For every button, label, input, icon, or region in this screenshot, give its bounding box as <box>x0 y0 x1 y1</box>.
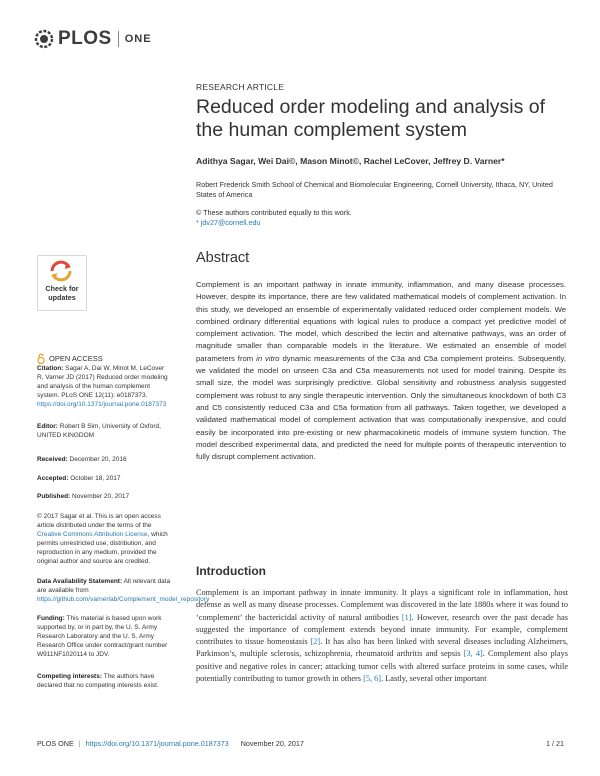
page-number: 1 / 21 <box>546 739 564 748</box>
article-type: RESEARCH ARTICLE <box>196 82 285 92</box>
abstract-body <box>196 279 566 463</box>
abstract-text-b: dynamic measurements of the C3a and C5a complement proteins. Subsequently, we validated the model on unseen C3a and C5a measurements not used for model training. Despite its small size, the model was surprisingly predictive. Global sensitivity and robustness analysis suggested complement was robust to any single therapeutic intervention. Only the simultaneous knockdown of both C3 and C5 consistently reduced C3a and C5a formation from all pathways. Taken together, we developed a validated mathematical model of complement activation that was computationally inexpensive, and could easily be incorporated into pre-existing or new pharmacokinetic models of immune system function. The model described experimental data, and predicted the need for multiple points of therapeutic intervention to fully disrupt complement activation. <box>196 353 566 462</box>
reference-link[interactable]: [2] <box>310 637 321 647</box>
journal-logo[interactable] <box>33 28 152 50</box>
logo-divider <box>118 31 119 47</box>
accepted-block <box>37 475 172 484</box>
abstract-heading: Abstract <box>196 250 250 266</box>
author-notes <box>196 208 566 228</box>
open-access-label <box>37 353 103 364</box>
received-label: Received: <box>37 456 68 463</box>
footer-doi-link[interactable]: https://doi.org/10.1371/journal.pone.0187373 <box>85 739 229 748</box>
published-block <box>37 493 172 502</box>
funding-block <box>37 615 172 660</box>
competing-interests-text: The authors have declared that no competing interests exist. <box>37 673 159 689</box>
data-availability-text: All relevant data are available from <box>37 578 171 594</box>
logo-wordmark: PLOS <box>58 28 112 49</box>
logo-journal-name: ONE <box>124 33 152 45</box>
received-date: December 20, 2016 <box>69 456 127 463</box>
competing-interests-label: Competing interests: <box>37 673 103 680</box>
check-updates-label <box>38 285 86 302</box>
funding-text: This material is based upon work supported by, or in part by, the U. S. Army Research Laboratory and the U. S. Army Research Office under contract/grant number W911NF1020114 to JDV. <box>37 615 168 658</box>
intro-text-2: . However, research over the past decade has suggested the importance of complement extends beyond innate immunity. For example, complement contributes to tissue homeostasis <box>196 612 568 647</box>
footer-separator <box>234 739 236 748</box>
check-updates-line1: Check for <box>45 284 79 293</box>
funding-label: Funding: <box>37 615 65 622</box>
footer-journal: PLOS ONE <box>37 739 74 748</box>
introduction-body <box>196 587 568 685</box>
reference-link[interactable]: [3, 4] <box>463 649 483 659</box>
citation-doi-link[interactable]: https://doi.org/10.1371/journal.pone.0187373 <box>37 400 167 408</box>
open-lock-icon <box>37 353 45 364</box>
competing-interests-block <box>37 673 172 691</box>
license-link[interactable]: Creative Commons Attribution License <box>37 530 148 538</box>
citation-label: Citation: <box>37 365 64 372</box>
intro-text-3: . It has also has been linked with several diseases including Alzheimers, Parkinson’s, multiple sclerosis, schizophrenia, rheumatoid arthritis and sepsis <box>196 637 569 659</box>
published-date: November 20, 2017 <box>72 493 130 500</box>
copyright-text-b: , which permits unrestricted use, distribution, and reproduction in any medium, provided the original author and source are credited. <box>37 530 168 565</box>
corresponding-email[interactable]: * jdv27@cornell.edu <box>196 218 261 227</box>
data-repository-link[interactable]: https://github.com/varnerlab/Complement_model_repository <box>37 595 210 603</box>
citation-text: Sagar A, Dai W, Minot M, LeCover R, Varner JD (2017) Reduced order modeling and analysis of the human complement system. PLoS ONE 12(11): e0187373. <box>37 365 168 399</box>
intro-text-4: . Complement also plays positive and negative roles in cancer; attacking tumor cells with altered surface proteins in some cases, while potentially contributing to tumor growth in others <box>196 649 568 684</box>
footer-separator: | <box>78 739 81 748</box>
editor-block <box>37 423 172 441</box>
copyright-text-a: © 2017 Sagar et al. This is an open access article distributed under the terms of the <box>37 513 161 529</box>
data-availability-block <box>37 578 210 605</box>
citation-block <box>37 365 172 410</box>
plos-logo-icon <box>33 28 55 50</box>
intro-text-1: Complement is an important pathway in innate immunity. It plays a significant role in inflammation, host defense as well as many disease processes. Complement was discovered in the late 1880s where it was found to ‘complement’ the bactericidal activity of natural antibodies <box>196 588 568 622</box>
intro-text-5: . Lastly, several other important <box>381 674 487 684</box>
check-updates-line2: updates <box>48 292 76 302</box>
article-title: Reduced order modeling and analysis of the human complement system <box>196 96 546 141</box>
check-for-updates-badge[interactable] <box>37 255 87 311</box>
author-list: Adithya Sagar, Wei Dai©, Mason Minot©, Rachel LeCover, Jeffrey D. Varner* <box>196 156 505 166</box>
introduction-heading: Introduction <box>196 564 266 578</box>
abstract-text-a: Complement is an important pathway in innate immunity, inflammation, and many disease processes. However, despite its importance, there are few validated mathematical models of complement activation. In this study, we developed an ensemble of experimentally validated reduced order complement models. We combined ordinary differential equations with logical rules to produce a compact yet predictive model of complement activation. The model, which described the lectin and alternative pathways, was an order of magnitude smaller than comparable models in the literature. We estimated an ensemble of model parameters from <box>196 280 566 363</box>
editor-text: Robert B Sim, University of Oxford, UNITED KINGDOM <box>37 423 161 439</box>
equal-contribution-note: © These authors contributed equally to this work. <box>196 208 352 217</box>
abstract-italic: in vitro <box>256 353 280 363</box>
reference-link[interactable]: [5, 6] <box>363 674 382 684</box>
page-footer <box>37 739 564 748</box>
accepted-label: Accepted: <box>37 475 69 482</box>
data-availability-label: Data Availability Statement: <box>37 578 123 585</box>
accepted-date: October 18, 2017 <box>70 475 121 482</box>
affiliation: Robert Frederick Smith School of Chemical and Biomolecular Engineering, Cornell University, Ithaca, NY, United States of America <box>196 180 553 199</box>
refresh-icon <box>48 260 74 282</box>
open-access-text: OPEN ACCESS <box>49 354 103 363</box>
received-block <box>37 456 172 465</box>
published-label: Published: <box>37 493 71 500</box>
reference-link[interactable]: [1] <box>401 612 412 622</box>
footer-date: November 20, 2017 <box>240 739 304 748</box>
editor-label: Editor: <box>37 423 58 430</box>
copyright-block <box>37 513 172 566</box>
